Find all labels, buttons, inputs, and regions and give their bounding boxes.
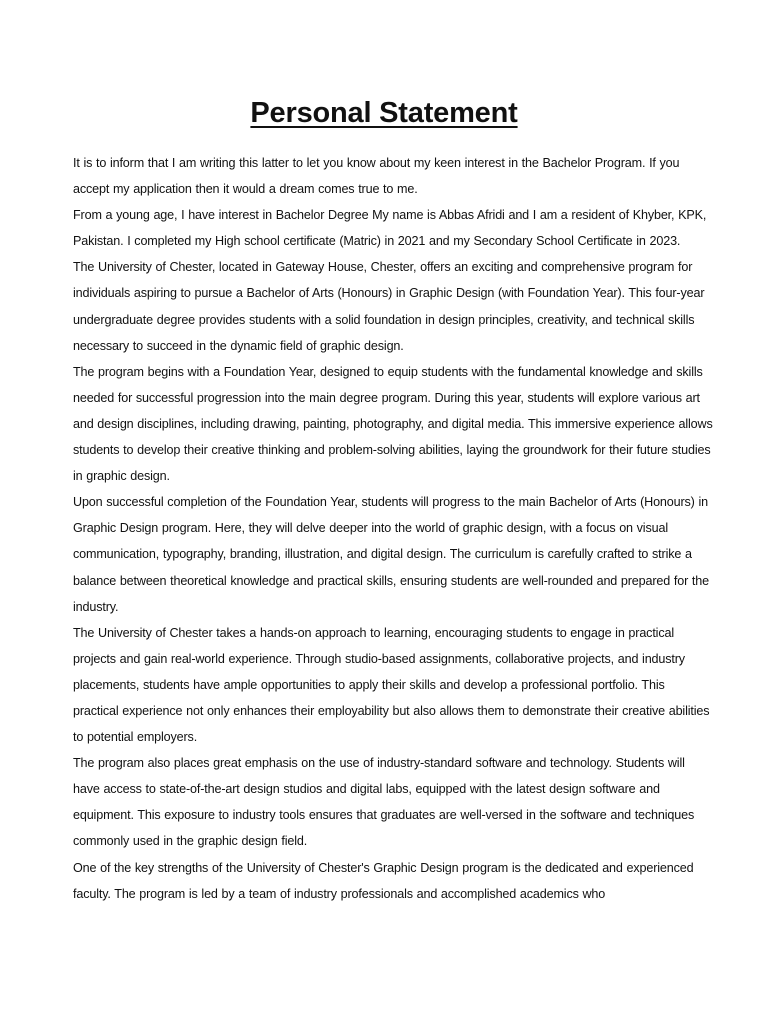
document-title	[0, 94, 768, 132]
document-title-text: Personal Statement	[250, 97, 518, 129]
paragraph-hands-on-learning: The University of Chester takes a hands-on approach to learning, encouraging students to engage in practical projects and gain real-world experience. Through studio-based assignments, collaborative projects, and industry placements, students have ample opportunities to apply their skills and develop a professional portfolio. This practical experience not only enhances their employability but also allows them to demonstrate their creative abilities to potential employers.	[73, 625, 710, 745]
paragraph-main-degree: Upon successful completion of the Foundation Year, students will progress to the main Bachelor of Arts (Honours) in Graphic Design program. Here, they will delve deeper into the world of graphic design, with a focus on visual communication, typography, branding, illustration, and digital design. The curriculum is carefully crafted to strike a balance between theoretical knowledge and practical skills, ensuring students are well-rounded and prepared for the industry.	[73, 495, 709, 614]
paragraph-program-overview: The University of Chester, located in Gateway House, Chester, offers an exciting and comprehensive program for individuals aspiring to pursue a Bachelor of Arts (Honours) in Graphic Design (with Foundation Year). This four-year undergraduate degree provides students with a solid foundation in design principles, creativity, and technical skills necessary to succeed in the dynamic field of graphic design.	[73, 260, 705, 353]
document-body	[73, 150, 713, 907]
paragraph-foundation-year: The program begins with a Foundation Year, designed to equip students with the fundamental knowledge and skills needed for successful progression into the main degree program. During this year, students will explore various art and design disciplines, including drawing, painting, photography, and digital media. This immersive experience allows students to develop their creative thinking and problem-solving abilities, laying the groundwork for their future studies in graphic design.	[73, 364, 713, 484]
paragraph-intro: It is to inform that I am writing this latter to let you know about my keen interest in the Bachelor Program. If you accept my application then it would a dream comes true to me.	[73, 156, 680, 197]
paragraph-faculty: One of the key strengths of the University of Chester's Graphic Design program is the dedicated and experienced faculty. The program is led by a team of industry professionals and accomplished academics who	[73, 860, 694, 901]
paragraph-software-technology: The program also places great emphasis on the use of industry-standard software and technology. Students will have access to state-of-the-art design studios and digital labs, equipped with the latest design software and equipment. This exposure to industry tools ensures that graduates are well-versed in the software and techniques commonly used in the graphic design field.	[73, 756, 695, 849]
paragraph-background: From a young age, I have interest in Bachelor Degree My name is Abbas Afridi and I am a resident of Khyber, KPK, Pakistan. I completed my High school certificate (Matric) in 2021 and my Secondary School Certificate in 2023.	[73, 208, 707, 249]
